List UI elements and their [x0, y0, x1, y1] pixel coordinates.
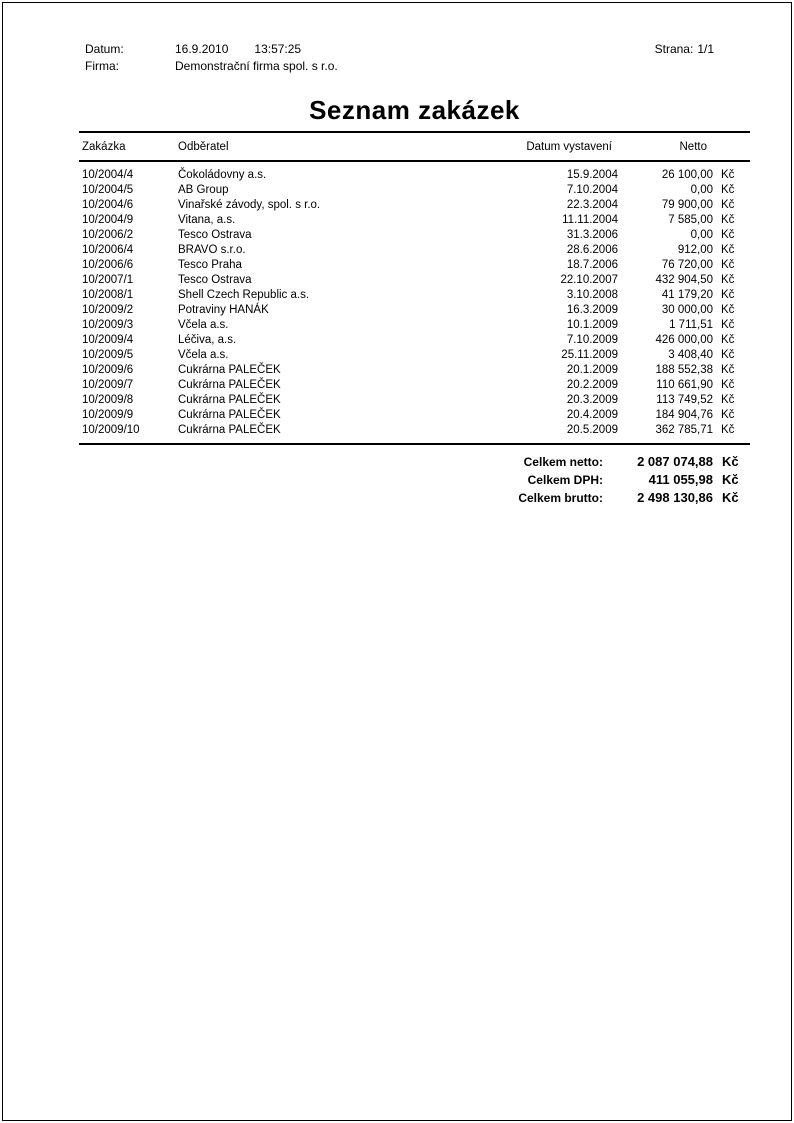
issue-date: 18.7.2006 [566, 259, 618, 271]
page-label: Strana: [654, 42, 694, 56]
netto-amount: 110 661,90 [656, 379, 713, 391]
netto-amount: 79 900,00 [661, 199, 713, 211]
issue-date: 22.3.2004 [566, 199, 618, 211]
issue-date: 11.11.2004 [562, 214, 618, 226]
issue-date: 22.10.2007 [560, 274, 618, 286]
table-row [79, 378, 750, 393]
netto-amount: 184 904,76 [655, 409, 713, 421]
footer-rule [79, 443, 750, 445]
page-indicator [651, 41, 714, 58]
column-header-datum: Datum vystavení [526, 141, 612, 153]
netto-amount: 41 179,20 [661, 289, 713, 301]
currency-label: Kč [721, 364, 735, 376]
column-header-odberatel: Odběratel [178, 141, 229, 153]
order-number: 10/2004/5 [82, 184, 134, 196]
order-number: 10/2006/4 [82, 244, 134, 256]
customer-name: AB Group [178, 184, 229, 196]
report-title: Seznam zakázek [309, 95, 520, 125]
order-number: 10/2006/6 [82, 259, 134, 271]
issue-date: 16.3.2009 [566, 304, 618, 316]
table-row [79, 408, 750, 423]
issue-date: 31.3.2006 [566, 229, 618, 241]
customer-name: Čokoládovny a.s. [178, 169, 267, 181]
netto-amount: 113 749,52 [656, 394, 713, 406]
issue-date: 20.3.2009 [566, 394, 618, 406]
currency-label: Kč [721, 244, 735, 256]
order-number: 10/2009/3 [82, 319, 134, 331]
currency-label: Kč [721, 394, 735, 406]
issue-date: 7.10.2009 [566, 334, 618, 346]
customer-name: Potraviny HANÁK [178, 304, 269, 316]
netto-amount: 7 585,00 [668, 214, 713, 226]
netto-amount: 426 000,00 [655, 334, 713, 346]
table-row [79, 393, 750, 408]
issue-date: 20.5.2009 [566, 424, 618, 436]
customer-name: Včela a.s. [178, 349, 229, 361]
customer-name: Cukrárna PALEČEK [178, 379, 281, 391]
issue-date: 20.1.2009 [566, 364, 618, 376]
time-value: 13:57:25 [254, 42, 302, 56]
table-row [79, 363, 750, 378]
order-number: 10/2009/9 [82, 409, 134, 421]
issue-date: 7.10.2004 [566, 184, 618, 196]
total-brutto-row [79, 489, 750, 507]
total-dph-label: Celkem DPH: [527, 473, 603, 487]
customer-name: Vinařské závody, spol. s r.o. [178, 199, 321, 211]
customer-name: Cukrárna PALEČEK [178, 409, 281, 421]
currency-label: Kč [721, 424, 735, 436]
netto-amount: 76 720,00 [661, 259, 713, 271]
column-header-zakazka: Zakázka [82, 141, 126, 153]
table-row [79, 303, 750, 318]
table-row [79, 198, 750, 213]
table-row [79, 243, 750, 258]
netto-amount: 432 904,50 [655, 274, 713, 286]
order-number: 10/2004/9 [82, 214, 134, 226]
currency-label: Kč [722, 490, 739, 505]
table-row [79, 183, 750, 198]
table-row [79, 273, 750, 288]
table-row [79, 228, 750, 243]
order-number: 10/2009/6 [82, 364, 134, 376]
totals-section [79, 453, 750, 507]
order-number: 10/2009/4 [82, 334, 134, 346]
order-number: 10/2007/1 [82, 274, 134, 286]
table-body [79, 162, 750, 443]
issue-date: 20.4.2009 [566, 409, 618, 421]
customer-name: Shell Czech Republic a.s. [178, 289, 310, 301]
date-label: Datum: [85, 42, 124, 56]
report-content [79, 3, 750, 507]
customer-name: Vitana, a.s. [178, 214, 236, 226]
report-page [2, 2, 792, 1121]
table-row [79, 423, 750, 438]
customer-name: Léčiva, a.s. [178, 334, 237, 346]
order-number: 10/2009/10 [82, 424, 140, 436]
company-value: Demonstrační firma spol. s r.o. [175, 59, 338, 73]
table-row [79, 318, 750, 333]
company-label: Firma: [85, 59, 119, 73]
table-row [79, 168, 750, 183]
order-number: 10/2009/5 [82, 349, 134, 361]
currency-label: Kč [721, 259, 735, 271]
column-header-currency-spacer [713, 140, 750, 155]
netto-amount: 188 552,38 [655, 364, 713, 376]
total-dph-value: 411 055,98 [648, 472, 713, 487]
currency-label: Kč [721, 229, 735, 241]
header-spacer [301, 41, 651, 58]
table-row [79, 333, 750, 348]
order-number: 10/2009/7 [82, 379, 134, 391]
netto-amount: 0,00 [690, 229, 713, 241]
order-number: 10/2009/2 [82, 304, 134, 316]
total-netto-label: Celkem netto: [523, 455, 603, 469]
currency-label: Kč [721, 199, 735, 211]
currency-label: Kč [721, 289, 735, 301]
netto-amount: 1 711,51 [669, 319, 713, 331]
total-dph-row [79, 471, 750, 489]
order-number: 10/2008/1 [82, 289, 134, 301]
currency-label: Kč [721, 409, 735, 421]
total-brutto-value: 2 498 130,86 [637, 490, 713, 505]
customer-name: Cukrárna PALEČEK [178, 394, 281, 406]
table-row [79, 213, 750, 228]
customer-name: Cukrárna PALEČEK [178, 424, 281, 436]
table-row [79, 348, 750, 363]
issue-date: 25.11.2009 [561, 349, 618, 361]
total-netto-value: 2 087 074,88 [637, 454, 713, 469]
netto-amount: 912,00 [677, 244, 713, 256]
table-row [79, 258, 750, 273]
customer-name: Tesco Ostrava [178, 274, 252, 286]
table-row [79, 288, 750, 303]
page-number: 1/1 [697, 42, 714, 56]
currency-label: Kč [721, 274, 735, 286]
order-number: 10/2006/2 [82, 229, 134, 241]
total-brutto-label: Celkem brutto: [518, 491, 603, 505]
date-line [85, 41, 714, 58]
currency-label: Kč [721, 304, 735, 316]
issue-date: 15.9.2004 [566, 169, 618, 181]
currency-label: Kč [721, 169, 735, 181]
netto-amount: 26 100,00 [661, 169, 713, 181]
issue-date: 3.10.2008 [566, 289, 618, 301]
order-number: 10/2004/4 [82, 169, 134, 181]
report-header [79, 41, 750, 75]
order-number: 10/2004/6 [82, 199, 134, 211]
table-header [79, 133, 750, 160]
currency-label: Kč [721, 379, 735, 391]
currency-label: Kč [721, 319, 735, 331]
order-number: 10/2009/8 [82, 394, 134, 406]
currency-label: Kč [721, 184, 735, 196]
date-value: 16.9.2010 [175, 42, 229, 56]
customer-name: Tesco Praha [178, 259, 242, 271]
customer-name: Cukrárna PALEČEK [178, 364, 281, 376]
currency-label: Kč [721, 334, 735, 346]
currency-label: Kč [722, 454, 739, 469]
customer-name: Včela a.s. [178, 319, 229, 331]
netto-amount: 362 785,71 [655, 424, 713, 436]
issue-date: 10.1.2009 [566, 319, 618, 331]
netto-amount: 0,00 [690, 184, 713, 196]
total-netto-row [79, 453, 750, 471]
column-header-netto: Netto [679, 141, 707, 153]
company-line [85, 58, 714, 75]
netto-amount: 3 408,40 [668, 349, 713, 361]
customer-name: Tesco Ostrava [178, 229, 252, 241]
netto-amount: 30 000,00 [661, 304, 713, 316]
currency-label: Kč [722, 472, 739, 487]
currency-label: Kč [721, 214, 735, 226]
issue-date: 20.2.2009 [566, 379, 618, 391]
issue-date: 28.6.2006 [566, 244, 618, 256]
currency-label: Kč [721, 349, 735, 361]
customer-name: BRAVO s.r.o. [178, 244, 246, 256]
